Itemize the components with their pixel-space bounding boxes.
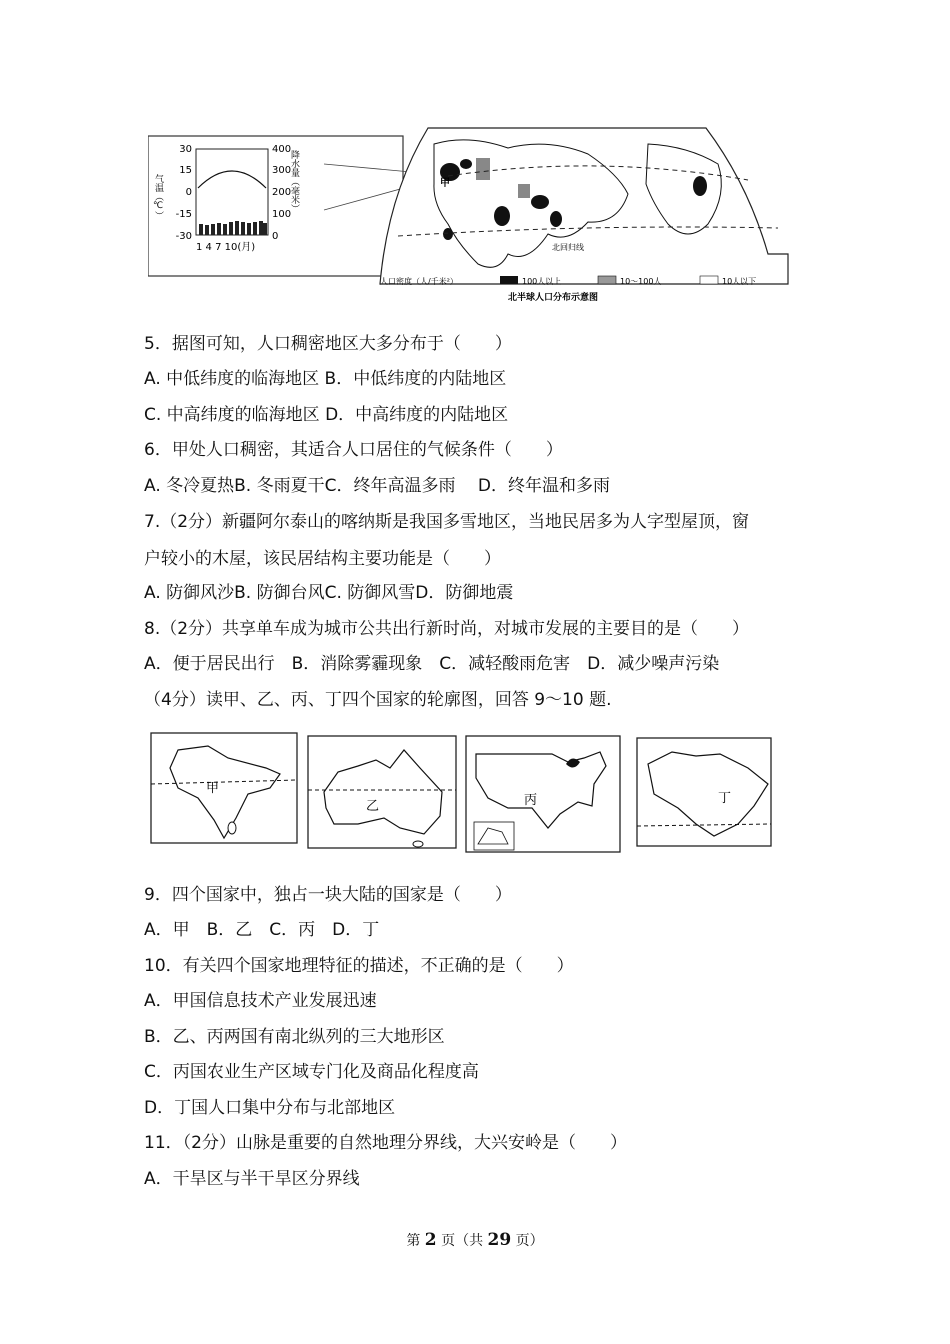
option-line: A．干旱区与半干旱区分界线: [144, 1169, 360, 1189]
y-right-tick: 300: [272, 165, 292, 176]
y-right-tick: 0: [272, 231, 279, 242]
option-line: A. 中低纬度的临海地区 B．中低纬度的内陆地区: [144, 369, 507, 389]
country-label: 甲: [206, 781, 220, 796]
country-label: 丁: [718, 791, 732, 806]
option-line: A．便于居民出行 B．消除雾霾现象 C．减轻酸雨危害 D．减少噪声污染: [144, 654, 720, 674]
legend-mid-label: 10～100人: [620, 277, 662, 286]
y-right-tick: 200: [272, 187, 292, 198]
map-caption: 北半球人口分布示意图: [508, 293, 599, 303]
country-label: 乙: [366, 799, 380, 814]
question-group-9-10: （4分）读甲、乙、丙、丁四个国家的轮廓图，回答 9～10 题.: [144, 690, 612, 710]
option-line: A．甲国信息技术产业发展迅速: [144, 991, 377, 1011]
y-left-tick: -15: [175, 209, 192, 220]
option-line: A. 冬冷夏热B. 冬雨夏干C．终年高温多雨 D．终年温和多雨: [144, 476, 610, 496]
sri-lanka-outline: [228, 822, 236, 834]
country-label: 丙: [524, 793, 538, 808]
y-right-tick: 400: [272, 144, 292, 155]
question-5: 5．据图可知，人口稠密地区大多分布于（ ）: [144, 334, 512, 354]
question-9: 9．四个国家中，独占一块大陆的国家是（ ）: [144, 885, 512, 905]
legend-mid-swatch: [598, 276, 616, 284]
legend-high-label: 100人以上: [522, 277, 562, 286]
question-8: 8.（2分）共享单车成为城市公共出行新时尚，对城市发展的主要目的是（ ）: [144, 619, 750, 639]
tropic-label: 北回归线: [552, 243, 584, 252]
option-line: A．甲 B．乙 C．丙 D．丁: [144, 920, 380, 940]
month-ticks: 1 4 7 10(月): [196, 242, 256, 253]
y-left-tick: 0: [185, 187, 192, 198]
legend-low-swatch: [700, 276, 718, 284]
legend-high-swatch: [500, 276, 518, 284]
y-left-tick: 15: [179, 165, 192, 176]
climate-chart-frame: [148, 136, 403, 276]
page-number: 2: [424, 1230, 437, 1250]
population-distribution-figure: [148, 124, 798, 310]
question-10: 10．有关四个国家地理特征的描述，不正确的是（ ）: [144, 956, 574, 976]
option-line: D．丁国人口集中分布与北部地区: [144, 1098, 396, 1118]
option-line: A. 防御风沙B. 防御台风C. 防御风雪D．防御地震: [144, 583, 514, 603]
precipitation-bars: [199, 221, 267, 235]
footer-prefix: 第: [406, 1233, 421, 1249]
option-line: C．丙国农业生产区域专门化及商品化程度高: [144, 1062, 479, 1082]
tasmania-outline: [413, 841, 423, 847]
legend-title: 人口密度（人/千米²）: [380, 277, 458, 286]
question-7-cont: 户较小的木屋，该民居结构主要功能是（ ）: [144, 549, 501, 569]
temperature-curve: [198, 171, 266, 188]
y-left-tick: -30: [175, 231, 192, 242]
question-6: 6．甲处人口稠密，其适合人口居住的气候条件（ ）: [144, 440, 563, 460]
footer-middle: 页（共: [441, 1233, 484, 1249]
jia-map-label: 甲: [440, 178, 450, 189]
question-7: 7.（2分）新疆阿尔泰山的喀纳斯是我国多雪地区，当地民居多为人字型屋顶，窗: [144, 512, 750, 532]
y-left-tick: 30: [179, 144, 192, 155]
y-right-tick: 100: [272, 209, 292, 220]
country-outlines-figure: [148, 728, 778, 858]
temperature-axis-label: 气温（℃）: [153, 174, 163, 220]
total-pages: 29: [487, 1230, 512, 1250]
option-line: B．乙、丙两国有南北纵列的三大地形区: [144, 1027, 445, 1047]
footer-suffix: 页）: [515, 1233, 544, 1249]
precipitation-axis-label: 降水量（毫米）: [289, 150, 299, 213]
dense-population-area-na: [693, 176, 707, 196]
legend-low-label: 10人以下: [722, 277, 757, 286]
question-11: 11．（2分）山脉是重要的自然地理分界线，大兴安岭是（ ）: [144, 1133, 627, 1153]
page-footer: [0, 1230, 950, 1250]
option-line: C. 中高纬度的临海地区 D．中高纬度的内陆地区: [144, 405, 509, 425]
